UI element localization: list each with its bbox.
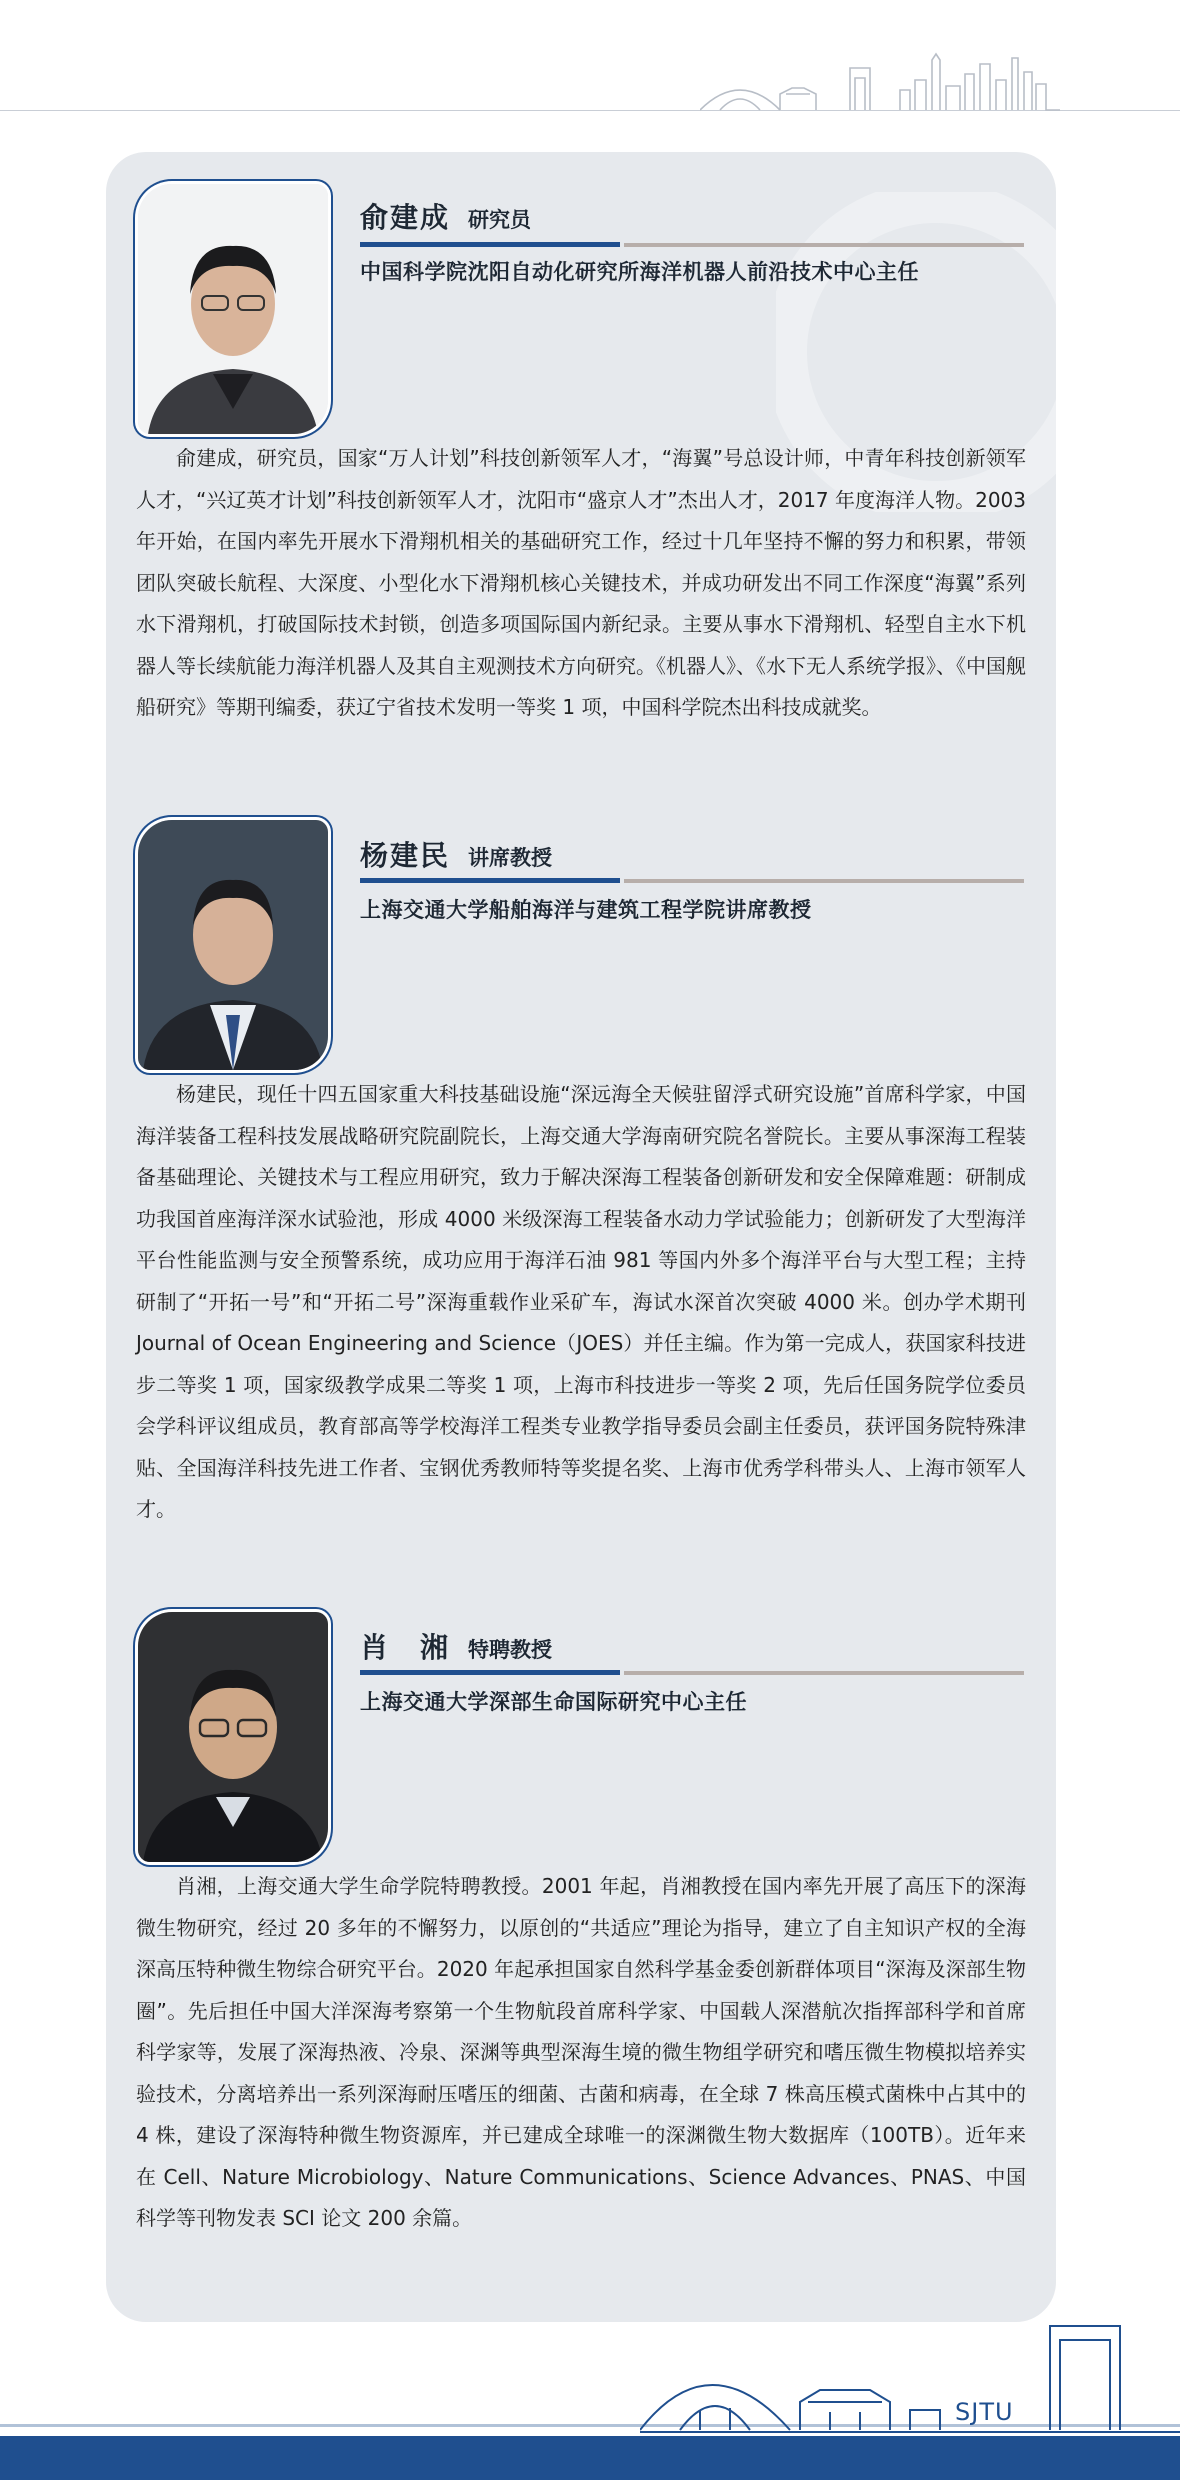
- footer-bar: [0, 2436, 1180, 2480]
- portrait-photo: [138, 184, 328, 434]
- footer-divider: [0, 2424, 1180, 2427]
- campus-skyline-illustration: [700, 50, 1180, 116]
- person-bio: 杨建民，现任十四五国家重大科技基础设施“深远海全天候驻留浮式研究设施”首席科学家，中国海洋装备工程科技发展战略研究院副院长，上海交通大学海南研究院名誉院长。主要从事深海工程装备基础理论、关键技术与工程应用研究，致力于解决深海工程装备创新研发和安全保障难题：研制成功我国首座海洋深水试验池，形成 4000 米级深海工程装备水动力学试验能力；创新研发了大型海洋平台性能监测与安全预警系统，成功应用于海洋石油 981 等国内外多个海洋平台与大型工程；主持研制了“开拓一号”和“开拓二号”深海重载作业采矿车，海试水深首次突破 4000 米。创办学术期刊 Journal of Ocean Engineering and Science（JOES）并任主编。作为第一完成人，获国家科技进步二等奖 1 项，国家级教学成果二等奖 1 项，上海市科技进步一等奖 2 项，先后任国务院学位委员会学科评议组成员，教育部高等学校海洋工程类专业教学指导委员会副主任委员，获评国务院特殊津贴、全国海洋科技先进工作者、宝钢优秀教师特等奖提名奖、上海市优秀学科带头人、上海市领军人才。: [136, 1082, 1026, 1521]
- profiles-card: [106, 152, 1056, 2322]
- person-position: 上海交通大学船舶海洋与建筑工程学院讲席教授: [360, 898, 812, 922]
- heading-rule-blue: [360, 1670, 620, 1675]
- person-name: 俞建成: [360, 201, 451, 234]
- person-title: 研究员: [468, 208, 532, 232]
- person-position: 上海交通大学深部生命国际研究中心主任: [360, 1690, 747, 1714]
- portrait-photo: [138, 820, 328, 1070]
- portrait-photo: [138, 1612, 328, 1862]
- person-bio: 肖湘，上海交通大学生命学院特聘教授。2001 年起，肖湘教授在国内率先开展了高压下的深海微生物研究，经过 20 多年的不懈努力，以原创的“共适应”理论为指导，建立了自主知识产权的全海深高压特种微生物综合研究平台。2020 年起承担国家自然科学基金委创新群体项目“深海及深部生物圈”。先后担任中国大洋深海考察第一个生物航段首席科学家、中国载人深潜航次指挥部科学和首席科学家等，发展了深海热液、冷泉、深渊等典型深海生境的微生物组学研究和嗜压微生物模拟培养实验技术，分离培养出一系列深海耐压嗜压的细菌、古菌和病毒，在全球 7 株高压模式菌株中占其中的 4 株，建设了深海特种微生物资源库，并已建成全球唯一的深渊微生物大数据库（100TB）。近年来在 Cell、Nature Microbiology、Nature Communications、Science Advances、PNAS、中国科学等刊物发表 SCI 论文 200 余篇。: [136, 1874, 1026, 2230]
- person-title: 讲席教授: [468, 846, 553, 870]
- heading-rule-blue: [360, 878, 620, 883]
- person-name: 杨建民: [360, 839, 451, 872]
- heading-rule-gray: [624, 1671, 1024, 1675]
- heading-rule-blue: [360, 242, 620, 247]
- sjtu-logo-text: SJTU: [955, 2398, 1014, 2426]
- campus-skyline-illustration: [640, 2320, 1180, 2436]
- person-bio: 俞建成，研究员，国家“万人计划”科技创新领军人才，“海翼”号总设计师，中青年科技创新领军人才，“兴辽英才计划”科技创新领军人才，沈阳市“盛京人才”杰出人才，2017 年度海洋人物。2003 年开始，在国内率先开展水下滑翔机相关的基础研究工作，经过十几年坚持不懈的努力和积累，带领团队突破长航程、大深度、小型化水下滑翔机核心关键技术，并成功研发出不同工作深度“海翼”系列水下滑翔机，打破国际技术封锁，创造多项国际国内新纪录。主要从事水下滑翔机、轻型自主水下机器人等长续航能力海洋机器人及其自主观测技术方向研究。《机器人》、《水下无人系统学报》、《中国舰船研究》等期刊编委，获辽宁省技术发明一等奖 1 项，中国科学院杰出科技成就奖。: [136, 446, 1026, 719]
- person-title: 特聘教授: [468, 1638, 553, 1662]
- heading-rule-gray: [624, 243, 1024, 247]
- person-name: 肖 湘: [360, 1631, 451, 1664]
- heading-rule-gray: [624, 879, 1024, 883]
- person-position: 中国科学院沈阳自动化研究所海洋机器人前沿技术中心主任: [360, 260, 919, 284]
